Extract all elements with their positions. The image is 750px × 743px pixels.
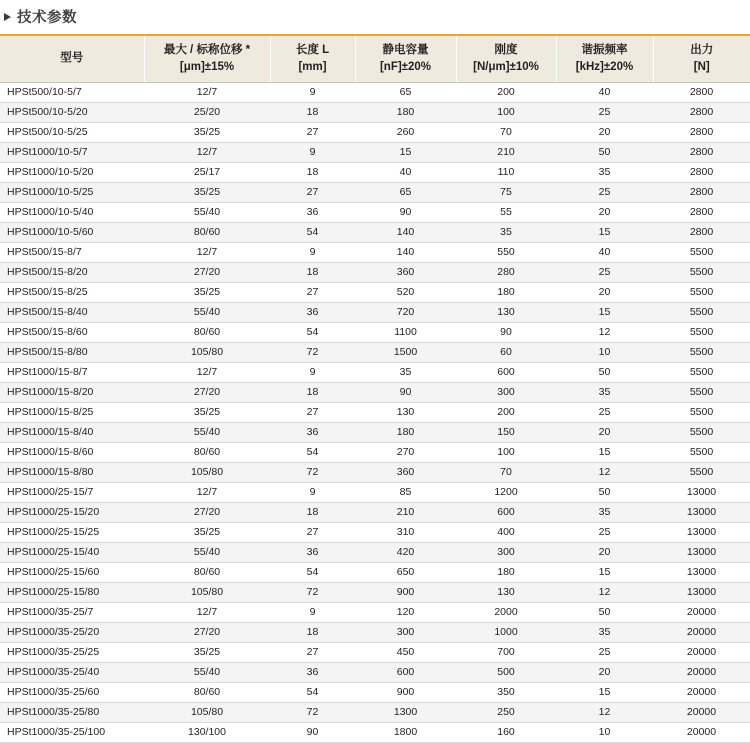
cell-displacement: 25/17 [144,163,270,183]
cell-model: HPSt500/15-8/20 [0,263,144,283]
cell-stiffness: 300 [456,543,556,563]
cell-length: 18 [270,383,355,403]
cell-displacement: 55/40 [144,303,270,323]
table-row [0,283,750,303]
cell-blocking-force: 20000 [653,723,750,743]
cell-blocking-force: 5500 [653,363,750,383]
cell-length: 27 [270,523,355,543]
cell-length: 54 [270,323,355,343]
cell-model: HPSt1000/25-15/25 [0,523,144,543]
table-row [0,343,750,363]
table-row [0,243,750,263]
section-header [0,0,750,36]
cell-blocking-force: 5500 [653,303,750,323]
cell-capacitance: 420 [355,543,456,563]
cell-resonant-frequency: 40 [556,83,653,103]
cell-stiffness: 150 [456,423,556,443]
cell-blocking-force: 2800 [653,163,750,183]
table-row [0,463,750,483]
cell-capacitance: 360 [355,263,456,283]
table-row [0,563,750,583]
table-row [0,103,750,123]
cell-model: HPSt500/15-8/80 [0,343,144,363]
cell-model: HPSt1000/15-8/60 [0,443,144,463]
cell-stiffness: 400 [456,523,556,543]
cell-capacitance: 520 [355,283,456,303]
cell-stiffness: 200 [456,83,556,103]
cell-displacement: 80/60 [144,563,270,583]
cell-stiffness: 75 [456,183,556,203]
table-row [0,643,750,663]
table-row [0,303,750,323]
cell-capacitance: 65 [355,183,456,203]
cell-stiffness: 130 [456,303,556,323]
table-row [0,83,750,103]
cell-blocking-force: 20000 [653,683,750,703]
column-header-stiffness: 刚度 [N/μm]±10% [456,36,556,83]
cell-model: HPSt1000/35-25/100 [0,723,144,743]
cell-model: HPSt500/10-5/20 [0,103,144,123]
cell-displacement: 27/20 [144,623,270,643]
cell-stiffness: 60 [456,343,556,363]
cell-blocking-force: 13000 [653,543,750,563]
cell-blocking-force: 5500 [653,283,750,303]
cell-blocking-force: 20000 [653,663,750,683]
table-row [0,183,750,203]
cell-length: 27 [270,183,355,203]
column-header-length: 长度 L [mm] [270,36,355,83]
cell-resonant-frequency: 12 [556,703,653,723]
table-header-row [0,36,750,83]
cell-capacitance: 310 [355,523,456,543]
cell-resonant-frequency: 15 [556,683,653,703]
cell-capacitance: 450 [355,643,456,663]
cell-stiffness: 110 [456,163,556,183]
cell-blocking-force: 20000 [653,603,750,623]
cell-blocking-force: 13000 [653,563,750,583]
cell-displacement: 105/80 [144,703,270,723]
cell-blocking-force: 20000 [653,623,750,643]
cell-resonant-frequency: 25 [556,103,653,123]
cell-length: 36 [270,663,355,683]
cell-length: 9 [270,243,355,263]
cell-capacitance: 15 [355,143,456,163]
cell-resonant-frequency: 15 [556,443,653,463]
cell-blocking-force: 5500 [653,323,750,343]
cell-capacitance: 1300 [355,703,456,723]
cell-length: 72 [270,463,355,483]
cell-displacement: 12/7 [144,243,270,263]
cell-length: 72 [270,583,355,603]
cell-model: HPSt1000/15-8/80 [0,463,144,483]
cell-length: 36 [270,303,355,323]
cell-resonant-frequency: 50 [556,363,653,383]
table-row [0,523,750,543]
cell-capacitance: 90 [355,383,456,403]
cell-stiffness: 35 [456,223,556,243]
cell-capacitance: 130 [355,403,456,423]
cell-model: HPSt1000/15-8/40 [0,423,144,443]
cell-blocking-force: 2800 [653,103,750,123]
cell-resonant-frequency: 20 [556,203,653,223]
cell-displacement: 80/60 [144,443,270,463]
table-row [0,703,750,723]
cell-capacitance: 120 [355,603,456,623]
cell-stiffness: 70 [456,123,556,143]
cell-capacitance: 1100 [355,323,456,343]
table-row [0,683,750,703]
cell-length: 18 [270,623,355,643]
cell-blocking-force: 2800 [653,123,750,143]
cell-blocking-force: 2800 [653,83,750,103]
cell-resonant-frequency: 20 [556,663,653,683]
cell-length: 9 [270,83,355,103]
cell-model: HPSt1000/10-5/7 [0,143,144,163]
cell-resonant-frequency: 12 [556,463,653,483]
cell-model: HPSt1000/35-25/7 [0,603,144,623]
table-row [0,443,750,463]
page-title: 技术参数 [17,10,77,26]
cell-model: HPSt1000/15-8/25 [0,403,144,423]
cell-displacement: 12/7 [144,603,270,623]
cell-length: 27 [270,403,355,423]
cell-displacement: 80/60 [144,683,270,703]
cell-blocking-force: 2800 [653,183,750,203]
cell-blocking-force: 5500 [653,443,750,463]
cell-blocking-force: 5500 [653,263,750,283]
cell-model: HPSt500/15-8/40 [0,303,144,323]
cell-capacitance: 720 [355,303,456,323]
cell-length: 36 [270,543,355,563]
cell-resonant-frequency: 25 [556,643,653,663]
cell-length: 18 [270,103,355,123]
cell-displacement: 35/25 [144,523,270,543]
cell-displacement: 130/100 [144,723,270,743]
cell-displacement: 12/7 [144,363,270,383]
column-header-capacitance: 静电容量 [nF]±20% [355,36,456,83]
cell-capacitance: 300 [355,623,456,643]
cell-stiffness: 70 [456,463,556,483]
cell-model: HPSt500/15-8/7 [0,243,144,263]
cell-capacitance: 1500 [355,343,456,363]
cell-model: HPSt1000/25-15/80 [0,583,144,603]
cell-displacement: 55/40 [144,543,270,563]
cell-model: HPSt500/10-5/7 [0,83,144,103]
cell-resonant-frequency: 20 [556,283,653,303]
cell-stiffness: 160 [456,723,556,743]
cell-stiffness: 100 [456,443,556,463]
cell-displacement: 12/7 [144,83,270,103]
table-row [0,223,750,243]
table-body [0,83,750,743]
cell-stiffness: 700 [456,643,556,663]
table-row [0,603,750,623]
cell-displacement: 12/7 [144,143,270,163]
cell-capacitance: 85 [355,483,456,503]
cell-capacitance: 35 [355,363,456,383]
cell-stiffness: 2000 [456,603,556,623]
cell-resonant-frequency: 15 [556,563,653,583]
table-row [0,623,750,643]
cell-resonant-frequency: 25 [556,183,653,203]
cell-length: 90 [270,723,355,743]
cell-model: HPSt1000/35-25/40 [0,663,144,683]
table-row [0,543,750,563]
cell-resonant-frequency: 10 [556,343,653,363]
cell-capacitance: 140 [355,243,456,263]
cell-blocking-force: 2800 [653,143,750,163]
table-row [0,363,750,383]
cell-blocking-force: 5500 [653,243,750,263]
cell-displacement: 35/25 [144,123,270,143]
cell-stiffness: 350 [456,683,556,703]
cell-displacement: 27/20 [144,503,270,523]
column-header-blocking-force: 出力 [N] [653,36,750,83]
cell-model: HPSt1000/10-5/25 [0,183,144,203]
cell-displacement: 35/25 [144,403,270,423]
cell-displacement: 105/80 [144,343,270,363]
cell-resonant-frequency: 10 [556,723,653,743]
cell-stiffness: 210 [456,143,556,163]
cell-model: HPSt1000/10-5/20 [0,163,144,183]
cell-blocking-force: 5500 [653,383,750,403]
table-row [0,123,750,143]
cell-length: 9 [270,603,355,623]
table-row [0,483,750,503]
cell-resonant-frequency: 20 [556,423,653,443]
cell-stiffness: 280 [456,263,556,283]
cell-displacement: 35/25 [144,283,270,303]
cell-stiffness: 250 [456,703,556,723]
cell-model: HPSt1000/15-8/7 [0,363,144,383]
cell-length: 27 [270,123,355,143]
cell-displacement: 80/60 [144,323,270,343]
cell-blocking-force: 2800 [653,223,750,243]
cell-resonant-frequency: 20 [556,543,653,563]
cell-capacitance: 140 [355,223,456,243]
cell-length: 54 [270,443,355,463]
cell-length: 54 [270,683,355,703]
cell-blocking-force: 5500 [653,423,750,443]
cell-length: 9 [270,143,355,163]
cell-capacitance: 260 [355,123,456,143]
cell-capacitance: 900 [355,583,456,603]
cell-model: HPSt1000/25-15/7 [0,483,144,503]
cell-stiffness: 100 [456,103,556,123]
cell-resonant-frequency: 25 [556,263,653,283]
cell-stiffness: 300 [456,383,556,403]
cell-displacement: 80/60 [144,223,270,243]
column-header-resonant-frequency: 谐振频率 [kHz]±20% [556,36,653,83]
cell-displacement: 35/25 [144,183,270,203]
table-row [0,143,750,163]
table-row [0,163,750,183]
cell-displacement: 105/80 [144,583,270,603]
cell-capacitance: 90 [355,203,456,223]
table-row [0,403,750,423]
column-header-model: 型号 [0,36,144,83]
cell-stiffness: 1200 [456,483,556,503]
cell-displacement: 35/25 [144,643,270,663]
cell-stiffness: 550 [456,243,556,263]
cell-model: HPSt1000/35-25/80 [0,703,144,723]
cell-resonant-frequency: 50 [556,603,653,623]
cell-model: HPSt1000/35-25/60 [0,683,144,703]
cell-resonant-frequency: 20 [556,123,653,143]
table-row [0,663,750,683]
cell-model: HPSt500/10-5/25 [0,123,144,143]
cell-resonant-frequency: 50 [556,143,653,163]
cell-resonant-frequency: 25 [556,523,653,543]
cell-stiffness: 600 [456,363,556,383]
table-row [0,503,750,523]
cell-resonant-frequency: 35 [556,383,653,403]
cell-model: HPSt1000/35-25/25 [0,643,144,663]
cell-displacement: 12/7 [144,483,270,503]
cell-length: 9 [270,483,355,503]
cell-blocking-force: 2800 [653,203,750,223]
cell-blocking-force: 13000 [653,523,750,543]
cell-stiffness: 180 [456,283,556,303]
cell-stiffness: 130 [456,583,556,603]
cell-stiffness: 180 [456,563,556,583]
cell-length: 36 [270,423,355,443]
cell-resonant-frequency: 25 [556,403,653,423]
cell-displacement: 55/40 [144,663,270,683]
table-header [0,36,750,83]
table-row [0,383,750,403]
column-header-displacement: 最大 / 标称位移 * [μm]±15% [144,36,270,83]
cell-blocking-force: 20000 [653,703,750,723]
cell-stiffness: 55 [456,203,556,223]
cell-model: HPSt1000/35-25/20 [0,623,144,643]
cell-displacement: 25/20 [144,103,270,123]
cell-length: 18 [270,503,355,523]
cell-length: 9 [270,363,355,383]
cell-blocking-force: 20000 [653,643,750,663]
cell-capacitance: 1800 [355,723,456,743]
cell-capacitance: 180 [355,423,456,443]
table-row [0,423,750,443]
cell-length: 27 [270,643,355,663]
cell-resonant-frequency: 35 [556,503,653,523]
cell-model: HPSt1000/10-5/60 [0,223,144,243]
cell-length: 72 [270,343,355,363]
cell-length: 54 [270,563,355,583]
cell-resonant-frequency: 35 [556,163,653,183]
cell-model: HPSt500/15-8/25 [0,283,144,303]
cell-model: HPSt1000/25-15/60 [0,563,144,583]
cell-model: HPSt1000/10-5/40 [0,203,144,223]
table-row [0,583,750,603]
cell-capacitance: 360 [355,463,456,483]
technical-parameters-table [0,36,750,743]
triangle-right-icon [4,13,11,21]
cell-displacement: 27/20 [144,383,270,403]
cell-stiffness: 600 [456,503,556,523]
cell-stiffness: 200 [456,403,556,423]
cell-length: 72 [270,703,355,723]
cell-resonant-frequency: 15 [556,223,653,243]
cell-resonant-frequency: 40 [556,243,653,263]
table-row [0,263,750,283]
cell-capacitance: 900 [355,683,456,703]
cell-model: HPSt500/15-8/60 [0,323,144,343]
cell-capacitance: 65 [355,83,456,103]
table-row [0,203,750,223]
cell-length: 18 [270,163,355,183]
cell-stiffness: 90 [456,323,556,343]
cell-model: HPSt1000/25-15/20 [0,503,144,523]
cell-resonant-frequency: 12 [556,583,653,603]
cell-capacitance: 40 [355,163,456,183]
cell-blocking-force: 5500 [653,403,750,423]
cell-blocking-force: 5500 [653,343,750,363]
cell-blocking-force: 5500 [653,463,750,483]
cell-capacitance: 210 [355,503,456,523]
cell-model: HPSt1000/25-15/40 [0,543,144,563]
cell-blocking-force: 13000 [653,583,750,603]
cell-stiffness: 1000 [456,623,556,643]
cell-displacement: 27/20 [144,263,270,283]
cell-stiffness: 500 [456,663,556,683]
cell-capacitance: 650 [355,563,456,583]
cell-displacement: 55/40 [144,423,270,443]
table-row [0,723,750,743]
cell-blocking-force: 13000 [653,483,750,503]
cell-length: 27 [270,283,355,303]
cell-resonant-frequency: 15 [556,303,653,323]
cell-blocking-force: 13000 [653,503,750,523]
cell-resonant-frequency: 35 [556,623,653,643]
table-row [0,323,750,343]
cell-resonant-frequency: 12 [556,323,653,343]
cell-length: 54 [270,223,355,243]
cell-displacement: 105/80 [144,463,270,483]
cell-capacitance: 600 [355,663,456,683]
cell-length: 18 [270,263,355,283]
cell-resonant-frequency: 50 [556,483,653,503]
cell-capacitance: 270 [355,443,456,463]
cell-model: HPSt1000/15-8/20 [0,383,144,403]
cell-length: 36 [270,203,355,223]
cell-displacement: 55/40 [144,203,270,223]
cell-capacitance: 180 [355,103,456,123]
